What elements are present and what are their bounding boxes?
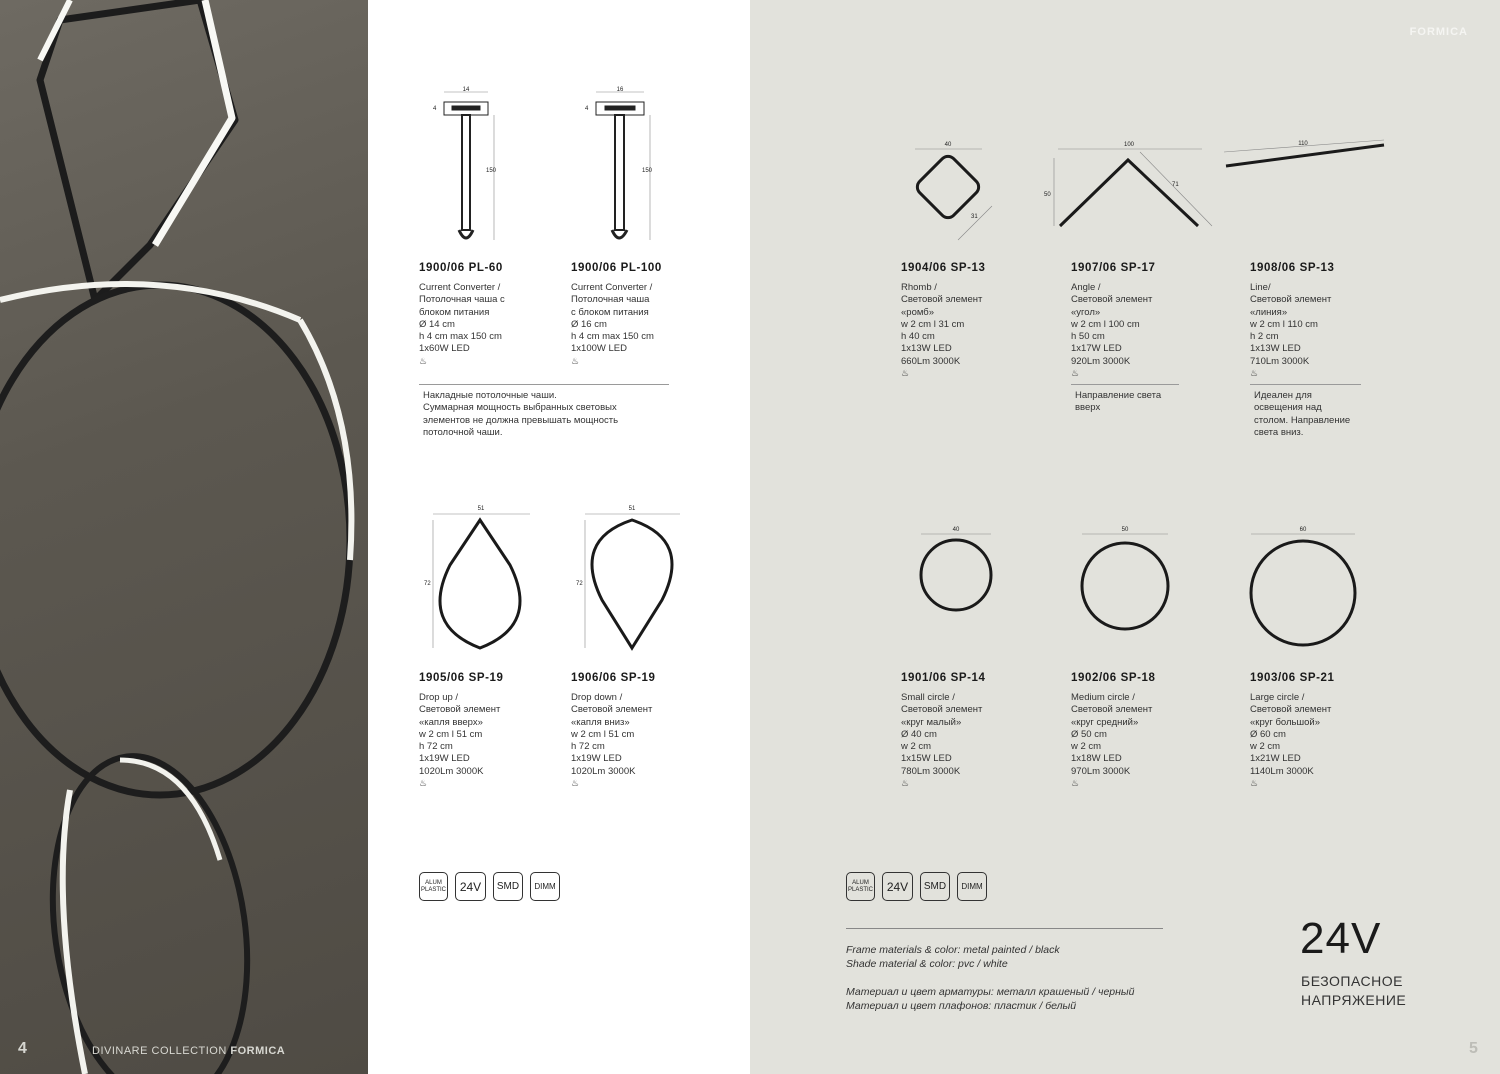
product-line: «ромб» bbox=[901, 306, 934, 318]
product-line: h 2 cm bbox=[1250, 331, 1279, 343]
badge-label: ALUM bbox=[852, 879, 869, 886]
dim-label: 31 bbox=[971, 214, 978, 220]
dim-label: 40 bbox=[952, 527, 960, 533]
product-line: Rhomb / bbox=[901, 282, 937, 293]
eco-icon: ♨ bbox=[1071, 368, 1080, 379]
product-line: Потолочная чаша с bbox=[419, 294, 505, 306]
feature-badges-left bbox=[419, 872, 560, 901]
dim-label: 71 bbox=[1172, 182, 1179, 188]
dim-label: 50 bbox=[1121, 527, 1129, 533]
product-card bbox=[1250, 672, 1400, 789]
product-card bbox=[1071, 262, 1221, 379]
safe-line: БЕЗОПАСНОЕ bbox=[1301, 973, 1403, 989]
product-line: 1x13W LED bbox=[1250, 343, 1301, 355]
product-card bbox=[901, 672, 1051, 789]
product-line: 1020Lm 3000K bbox=[419, 765, 484, 777]
product-line: h 4 cm max 150 cm bbox=[571, 331, 654, 343]
dim-label: 51 bbox=[628, 506, 636, 512]
voltage-badge: 24V bbox=[455, 872, 486, 901]
note-line: света вниз. bbox=[1254, 426, 1304, 438]
product-line: «угол» bbox=[1071, 306, 1101, 318]
product-line: 660Lm 3000K bbox=[901, 355, 961, 367]
eco-icon: ♨ bbox=[419, 778, 428, 789]
product-line: 1x100W LED bbox=[571, 343, 627, 355]
page-number-right: 5 bbox=[1469, 1040, 1478, 1057]
product-line: w 2 cm l 31 cm bbox=[901, 318, 965, 330]
dim-label: 150 bbox=[486, 168, 497, 174]
product-line: 1x18W LED bbox=[1071, 753, 1122, 765]
product-line: «круг малый» bbox=[901, 716, 962, 728]
product-line: Световой элемент bbox=[1250, 704, 1332, 716]
drawing-drop-up bbox=[440, 520, 520, 648]
product-line: Current Converter / bbox=[571, 282, 653, 293]
dim-label: 4 bbox=[433, 106, 437, 112]
eco-icon: ♨ bbox=[571, 355, 580, 366]
dimm-badge: DIMM bbox=[530, 872, 560, 901]
alum-plastic-badge bbox=[846, 872, 875, 901]
materials-en bbox=[846, 943, 1060, 971]
product-line: Small circle / bbox=[901, 692, 955, 703]
material-line: Материал и цвет плафонов: пластик / белый bbox=[846, 1000, 1077, 1012]
eco-icon: ♨ bbox=[419, 355, 428, 366]
product-line: w 2 cm l 110 cm bbox=[1250, 318, 1318, 330]
drawing-rhomb bbox=[914, 153, 982, 221]
material-line: Материал и цвет арматуры: металл крашеный / черный bbox=[846, 986, 1135, 998]
note-line: Идеален для bbox=[1254, 390, 1312, 401]
brand-label: FORMICA bbox=[1409, 26, 1468, 38]
product-code: 1907/06 SP-17 bbox=[1071, 262, 1156, 274]
voltage-badge: 24V bbox=[882, 872, 913, 901]
product-card bbox=[419, 672, 569, 789]
product-code: 1901/06 SP-14 bbox=[901, 672, 986, 684]
eco-icon: ♨ bbox=[1071, 778, 1080, 789]
note-line: Накладные потолочные чаши. bbox=[423, 390, 557, 401]
product-line: 1140Lm 3000K bbox=[1250, 765, 1314, 777]
eco-icon: ♨ bbox=[901, 778, 910, 789]
product-line: Drop up / bbox=[419, 692, 459, 703]
eco-icon: ♨ bbox=[901, 368, 910, 379]
product-line: Световой элемент bbox=[1071, 294, 1153, 306]
product-line: «капля вниз» bbox=[571, 716, 630, 728]
product-line: 920Lm 3000K bbox=[1071, 355, 1131, 367]
badge-label: PLASTIC bbox=[420, 886, 446, 893]
product-card bbox=[419, 262, 569, 367]
safe-voltage-label bbox=[1301, 972, 1406, 1010]
product-line: Световой элемент bbox=[419, 704, 501, 716]
divider bbox=[846, 928, 1163, 929]
product-line: 1x19W LED bbox=[571, 753, 622, 765]
product-line: 1x21W LED bbox=[1250, 753, 1301, 765]
product-card bbox=[901, 262, 1051, 379]
product-card bbox=[571, 672, 721, 789]
product-line: Световой элемент bbox=[901, 704, 983, 716]
product-line: Световой элемент bbox=[1071, 704, 1153, 716]
product-code: 1902/06 SP-18 bbox=[1071, 672, 1156, 684]
smd-badge: SMD bbox=[493, 872, 523, 901]
eco-icon: ♨ bbox=[1250, 778, 1259, 789]
dim-label: 16 bbox=[616, 87, 624, 93]
product-line: w 2 cm bbox=[1250, 741, 1281, 753]
drawing-drop-down bbox=[592, 520, 672, 648]
smd-badge: SMD bbox=[920, 872, 950, 901]
note-line: вверх bbox=[1075, 402, 1101, 414]
product-line: 710Lm 3000K bbox=[1250, 355, 1310, 367]
product-line: h 72 cm bbox=[419, 741, 453, 753]
dim-label: 110 bbox=[1298, 141, 1308, 147]
divider bbox=[1250, 384, 1361, 385]
eco-icon: ♨ bbox=[571, 778, 580, 789]
product-line: 780Lm 3000K bbox=[901, 765, 961, 777]
drawing-angle bbox=[1060, 160, 1198, 226]
product-line: Angle / bbox=[1071, 282, 1101, 293]
product-code: 1906/06 SP-19 bbox=[571, 672, 656, 684]
feature-badges-right bbox=[846, 872, 987, 901]
product-line: «капля вверх» bbox=[419, 716, 483, 728]
drawing-pl100 bbox=[596, 92, 650, 240]
eco-icon: ♨ bbox=[1250, 368, 1259, 379]
product-code: 1904/06 SP-13 bbox=[901, 262, 986, 274]
product-line: 970Lm 3000K bbox=[1071, 765, 1131, 777]
product-line: h 4 cm max 150 cm bbox=[419, 331, 502, 343]
product-line: 1x19W LED bbox=[419, 753, 470, 765]
product-line: w 2 cm bbox=[901, 741, 932, 753]
alum-plastic-badge bbox=[419, 872, 448, 901]
angle-note bbox=[1075, 390, 1161, 415]
product-line: h 40 cm bbox=[901, 331, 935, 343]
product-line: 1x60W LED bbox=[419, 343, 470, 355]
product-line: Световой элемент bbox=[571, 704, 653, 716]
product-line: Световой элемент bbox=[901, 294, 983, 306]
product-line: Large circle / bbox=[1250, 692, 1305, 703]
ceiling-note bbox=[423, 390, 618, 439]
product-line: 1x15W LED bbox=[901, 753, 952, 765]
product-card bbox=[571, 262, 721, 367]
product-line: Line/ bbox=[1250, 282, 1271, 293]
divider bbox=[1071, 384, 1179, 385]
dim-label: 60 bbox=[1299, 527, 1307, 533]
product-line: h 50 cm bbox=[1071, 331, 1105, 343]
dim-label: 4 bbox=[585, 106, 589, 112]
product-code: 1900/06 PL-60 bbox=[419, 262, 503, 274]
drawing-pl60 bbox=[444, 92, 494, 240]
product-code: 1900/06 PL-100 bbox=[571, 262, 662, 274]
page-number-left: 4 bbox=[18, 1040, 27, 1057]
footer-prefix: DIVINARE COLLECTION bbox=[92, 1045, 227, 1057]
footer-brand: FORMICA bbox=[230, 1045, 286, 1057]
divider bbox=[419, 384, 669, 385]
note-line: освещения над bbox=[1254, 402, 1322, 414]
note-line: Направление света bbox=[1075, 390, 1162, 401]
product-line: Ø 50 cm bbox=[1071, 728, 1107, 740]
badge-label: PLASTIC bbox=[847, 886, 873, 893]
dim-label: 50 bbox=[1044, 192, 1051, 198]
dim-label: 51 bbox=[477, 506, 485, 512]
dim-label: 150 bbox=[642, 168, 653, 174]
dim-label: 14 bbox=[462, 87, 470, 93]
materials-ru bbox=[846, 985, 1134, 1013]
drawing-line bbox=[1226, 145, 1384, 166]
product-line: «линия» bbox=[1250, 306, 1288, 318]
dim-label: 72 bbox=[576, 581, 583, 587]
product-line: 1x17W LED bbox=[1071, 343, 1122, 355]
product-line: Ø 14 cm bbox=[419, 318, 455, 330]
note-line: столом. Направление bbox=[1254, 414, 1351, 426]
product-line: w 2 cm l 51 cm bbox=[571, 728, 635, 740]
product-line: Medium circle / bbox=[1071, 692, 1135, 703]
note-line: Суммарная мощность выбранных световых bbox=[423, 402, 617, 414]
product-code: 1908/06 SP-13 bbox=[1250, 262, 1335, 274]
product-line: w 2 cm l 51 cm bbox=[419, 728, 483, 740]
note-line: элементов не должна превышать мощность bbox=[423, 414, 619, 426]
voltage-headline: 24V bbox=[1300, 914, 1382, 963]
product-line: w 2 cm l 100 cm bbox=[1071, 318, 1140, 330]
product-line: w 2 cm bbox=[1071, 741, 1102, 753]
product-card bbox=[1071, 672, 1221, 789]
material-line: Shade material & color: pvc / white bbox=[846, 958, 1008, 970]
product-line: Ø 16 cm bbox=[571, 318, 607, 330]
product-line: Световой элемент bbox=[1250, 294, 1332, 306]
product-line: Current Converter / bbox=[419, 282, 501, 293]
badge-label: ALUM bbox=[425, 879, 442, 886]
product-line: Потолочная чаша bbox=[571, 294, 650, 306]
product-line: Ø 40 cm bbox=[901, 728, 937, 740]
product-line: «круг большой» bbox=[1250, 716, 1320, 728]
product-line: 1x13W LED bbox=[901, 343, 952, 355]
product-line: «круг средний» bbox=[1071, 716, 1139, 728]
product-code: 1905/06 SP-19 bbox=[419, 672, 504, 684]
product-code: 1903/06 SP-21 bbox=[1250, 672, 1335, 684]
safe-line: НАПРЯЖЕНИЕ bbox=[1301, 992, 1407, 1008]
dim-label: 40 bbox=[944, 142, 952, 148]
dim-label: 100 bbox=[1123, 142, 1135, 148]
product-line: блоком питания bbox=[419, 306, 490, 318]
product-line: Ø 60 cm bbox=[1250, 728, 1286, 740]
product-line: h 72 cm bbox=[571, 741, 605, 753]
product-line: 1020Lm 3000K bbox=[571, 765, 636, 777]
line-note bbox=[1254, 390, 1350, 439]
material-line: Frame materials & color: metal painted / black bbox=[846, 944, 1060, 956]
product-line: Drop down / bbox=[571, 692, 623, 703]
product-card bbox=[1250, 262, 1400, 379]
note-line: потолочной чаши. bbox=[423, 426, 503, 438]
dim-label: 72 bbox=[424, 581, 431, 587]
product-line: с блоком питания bbox=[571, 306, 649, 318]
dimm-badge: DIMM bbox=[957, 872, 987, 901]
drawing-circles bbox=[921, 540, 1355, 645]
